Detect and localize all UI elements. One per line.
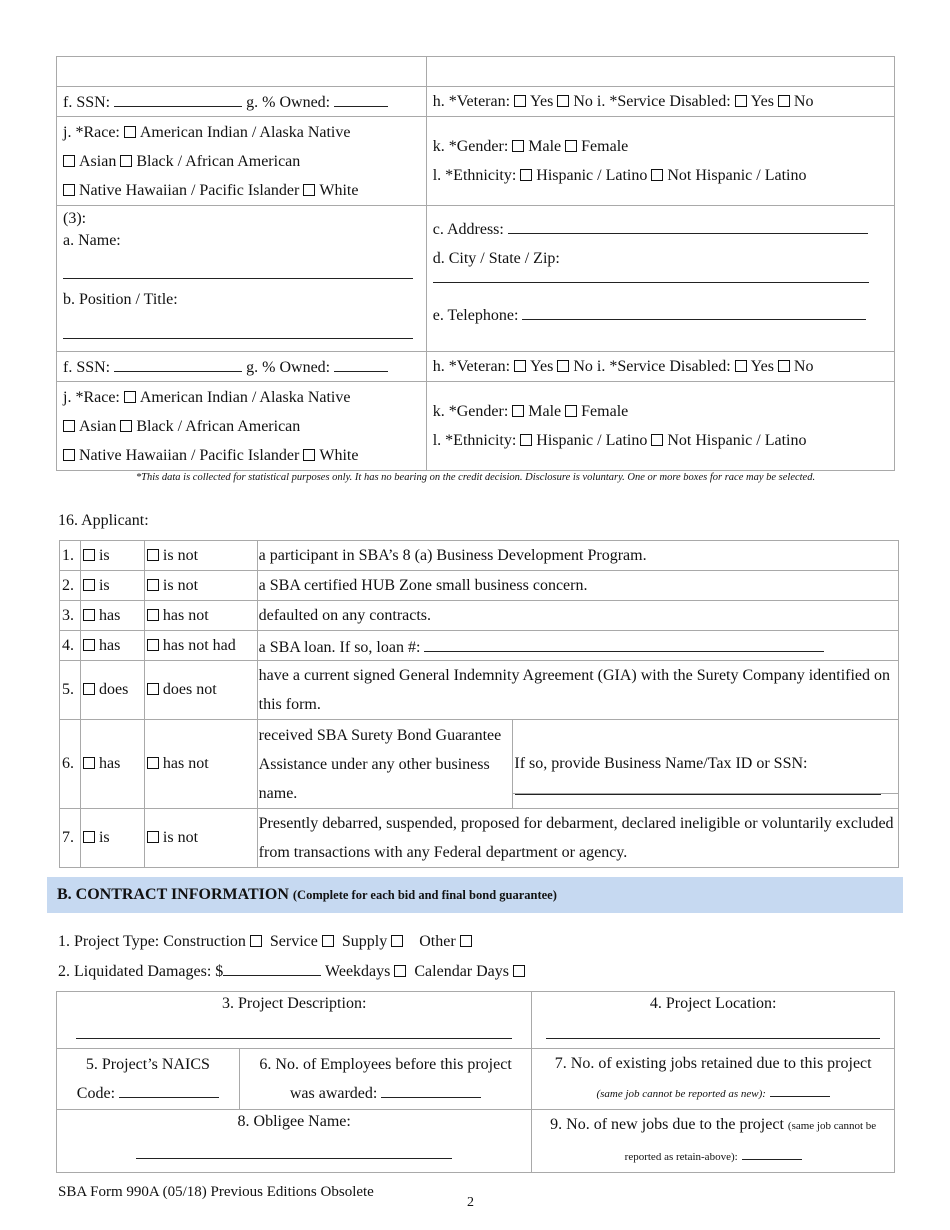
percent-owned-field[interactable] (334, 92, 388, 107)
address-field[interactable] (508, 219, 868, 234)
applicant-2-is-not-checkbox[interactable] (147, 579, 159, 591)
applicant-6-has-not-checkbox[interactable] (147, 757, 159, 769)
applicant-6-has-checkbox[interactable] (83, 757, 95, 769)
percent-owned-field[interactable] (334, 357, 388, 372)
applicant-table (59, 540, 899, 868)
section-b-title: B. CONTRACT INFORMATION (57, 886, 289, 903)
supply-checkbox[interactable] (391, 935, 403, 947)
city-state-zip-field[interactable] (433, 281, 869, 283)
owner3-veteran-cell: h. *Veteran: Yes No i. *Service Disabled: Yes No (426, 352, 894, 382)
applicant-5-does-checkbox[interactable] (83, 683, 95, 695)
owner3-race-cell: j. *Race: American Indian / Alaska Native Asian Black / African American Native Hawaiian / Pacific Islander White (57, 382, 427, 471)
ethnicity-hispanic-checkbox[interactable] (520, 434, 532, 446)
section-b-header: B. CONTRACT INFORMATION (Complete for each bid and final bond guarantee) (47, 877, 903, 913)
liquidated-damages-field[interactable] (223, 961, 321, 976)
business-name-taxid-field[interactable] (515, 793, 881, 795)
race-pacific-islander-checkbox[interactable] (63, 184, 75, 196)
race-white-checkbox[interactable] (303, 184, 315, 196)
statistical-footnote: *This data is collected for statistical purposes only. It has no bearing on the credit decision. Disclosure is voluntary. One or more boxes for race may be selected. (135, 472, 816, 483)
applicant-row: 1. is is not a participant in SBA’s 8 (a) Business Development Program. (60, 541, 899, 571)
applicant-2-is-checkbox[interactable] (83, 579, 95, 591)
ethnicity-not-hispanic-checkbox[interactable] (651, 169, 663, 181)
veteran-yes-checkbox[interactable] (514, 95, 526, 107)
owner2-race-cell: j. *Race: American Indian / Alaska Native Asian Black / African American Native Hawaiian / Pacific Islander White (57, 117, 427, 206)
owner2-veteran-cell: h. *Veteran: Yes No i. *Service Disabled: Yes No (426, 87, 894, 117)
applicant-4-has-checkbox[interactable] (83, 639, 95, 651)
owner3-number: (3): (63, 210, 87, 227)
applicant-4-has-not-had-checkbox[interactable] (147, 639, 159, 651)
loan-number-field[interactable] (424, 634, 824, 652)
applicant-3-has-checkbox[interactable] (83, 609, 95, 621)
obligee-cell: 8. Obligee Name: (57, 1110, 532, 1173)
contract-table (56, 991, 895, 1173)
position-field[interactable] (63, 337, 413, 339)
new-jobs-field[interactable] (742, 1145, 802, 1160)
service-checkbox[interactable] (322, 935, 334, 947)
applicant-7-is-checkbox[interactable] (83, 831, 95, 843)
veteran-yes-checkbox[interactable] (514, 360, 526, 372)
applicant-row: 5. does does not have a current signed General Indemnity Agreement (GIA) with the Surety Company identified on this form. (60, 661, 899, 720)
employees-cell: 6. No. of Employees before this project was awarded: (239, 1049, 532, 1110)
owner3-gender-cell: k. *Gender: Male Female l. *Ethnicity: Hispanic / Latino Not Hispanic / Latino (426, 382, 894, 471)
ssn-field[interactable] (114, 357, 242, 372)
veteran-no-checkbox[interactable] (557, 95, 569, 107)
applicant-row: 3. has has not defaulted on any contracts. (60, 601, 899, 631)
construction-checkbox[interactable] (250, 935, 262, 947)
jobs-retained-cell: 7. No. of existing jobs retained due to this project (same job cannot be reported as new): (532, 1049, 895, 1110)
applicant-5-does-not-checkbox[interactable] (147, 683, 159, 695)
service-disabled-no-checkbox[interactable] (778, 95, 790, 107)
project-location-field[interactable] (546, 1037, 880, 1039)
project-description-cell: 3. Project Description: (57, 992, 532, 1049)
owner3-address-cell: c. Address: d. City / State / Zip: e. Telephone: (426, 206, 894, 352)
applicant-7-is-not-checkbox[interactable] (147, 831, 159, 843)
service-disabled-yes-checkbox[interactable] (735, 360, 747, 372)
ethnicity-hispanic-checkbox[interactable] (520, 169, 532, 181)
applicant-row: 2. is is not a SBA certified HUB Zone small business concern. (60, 571, 899, 601)
applicant-row: 7. is is not Presently debarred, suspended, proposed for debarment, declared ineligible or voluntarily excluded from transactions with any Federal department or agency. (60, 809, 899, 868)
ethnicity-not-hispanic-checkbox[interactable] (651, 434, 663, 446)
service-disabled-yes-checkbox[interactable] (735, 95, 747, 107)
race-asian-checkbox[interactable] (63, 420, 75, 432)
applicant-1-is-not-checkbox[interactable] (147, 549, 159, 561)
project-type-line: 1. Project Type: Construction Service Supply Other (58, 930, 476, 954)
gender-male-checkbox[interactable] (512, 405, 524, 417)
jobs-retained-field[interactable] (770, 1082, 830, 1097)
naics-cell: 5. Project’s NAICS Code: (57, 1049, 240, 1110)
weekdays-checkbox[interactable] (394, 965, 406, 977)
naics-code-field[interactable] (119, 1083, 219, 1098)
service-disabled-no-checkbox[interactable] (778, 360, 790, 372)
gender-female-checkbox[interactable] (565, 140, 577, 152)
applicant-row: 6. has has not received SBA Surety Bond Guarantee Assistance under any other business name. If so, provide Business Name/Tax ID or SSN: (60, 720, 899, 809)
gender-male-checkbox[interactable] (512, 140, 524, 152)
applicant-1-is-checkbox[interactable] (83, 549, 95, 561)
telephone-field[interactable] (522, 305, 866, 320)
liquidated-damages-line: 2. Liquidated Damages: $ Weekdays Calendar Days (58, 960, 529, 984)
applicant-row: 4. has has not had a SBA loan. If so, loan #: (60, 631, 899, 661)
gender-female-checkbox[interactable] (565, 405, 577, 417)
race-white-checkbox[interactable] (303, 449, 315, 461)
obligee-name-field[interactable] (136, 1157, 452, 1159)
applicant-3-has-not-checkbox[interactable] (147, 609, 159, 621)
owner2-ssn-cell: f. SSN: g. % Owned: (57, 87, 427, 117)
form-id: SBA Form 990A (05/18) Previous Editions Obsolete (58, 1184, 374, 1200)
race-pacific-islander-checkbox[interactable] (63, 449, 75, 461)
ssn-field[interactable] (114, 92, 242, 107)
owner2-gender-cell: k. *Gender: Male Female l. *Ethnicity: Hispanic / Latino Not Hispanic / Latino (426, 117, 894, 206)
employees-field[interactable] (381, 1083, 481, 1098)
project-description-field[interactable] (76, 1037, 512, 1039)
veteran-no-checkbox[interactable] (557, 360, 569, 372)
owner-info-table (56, 56, 895, 471)
owner3-ssn-cell: f. SSN: g. % Owned: (57, 352, 427, 382)
owner3-name-cell: (3): a. Name: b. Position / Title: (57, 206, 427, 352)
race-black-checkbox[interactable] (120, 420, 132, 432)
race-asian-checkbox[interactable] (63, 155, 75, 167)
project-location-cell: 4. Project Location: (532, 992, 895, 1049)
other-checkbox[interactable] (460, 935, 472, 947)
race-american-indian-checkbox[interactable] (124, 126, 136, 138)
calendar-days-checkbox[interactable] (513, 965, 525, 977)
page-number: 2 (467, 1195, 474, 1210)
new-jobs-cell: 9. No. of new jobs due to the project (same job cannot be reported as retain-above): (532, 1110, 895, 1173)
race-american-indian-checkbox[interactable] (124, 391, 136, 403)
race-black-checkbox[interactable] (120, 155, 132, 167)
applicant-title: 16. Applicant: (58, 512, 149, 529)
